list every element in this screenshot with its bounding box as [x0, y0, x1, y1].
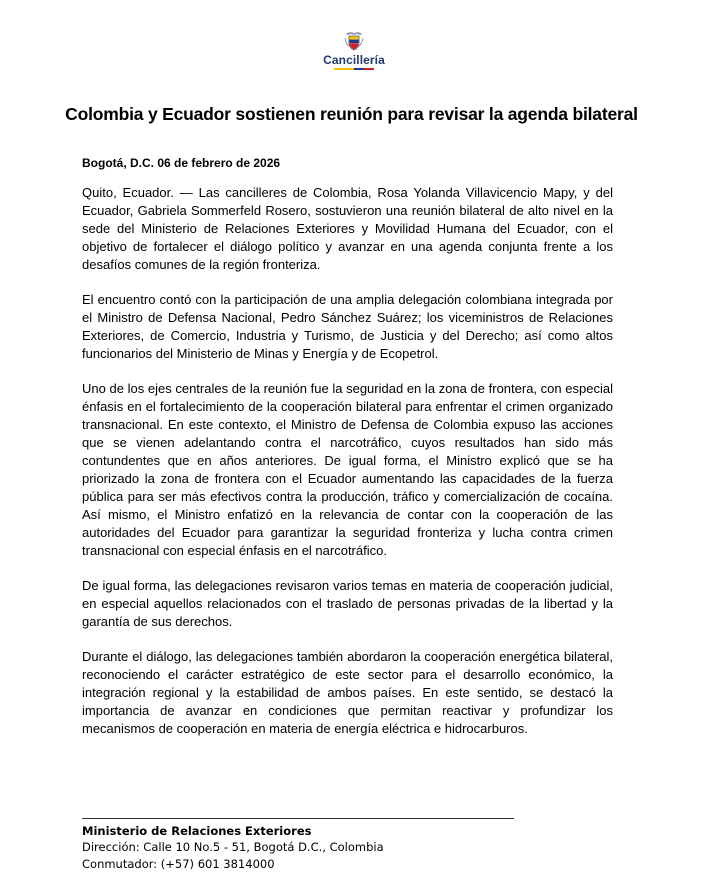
coat-of-arms-icon — [342, 30, 366, 52]
paragraph: El encuentro contó con la participación de una amplia delegación colombiana integrada por el Ministro de Defensa Nacional, Pedro Sánchez Suárez; los viceministros de Relaciones Exteriores, de Comercio, Industria y Turismo, de Justicia y del Derecho; así como altos funcionarios del Ministerio de Minas y Energía y de Ecopetrol. — [82, 292, 613, 361]
footer-divider — [82, 818, 514, 819]
page-title: Colombia y Ecuador sostienen reunión para revisar la agenda bilateral — [65, 104, 638, 124]
dateline: Bogotá, D.C. 06 de febrero de 2026 — [82, 156, 281, 170]
footer-address: Dirección: Calle 10 No.5 - 51, Bogotá D.C., Colombia — [82, 840, 384, 854]
footer-organization: Ministerio de Relaciones Exteriores — [82, 824, 312, 838]
footer — [82, 818, 522, 873]
paragraph: Quito, Ecuador. — Las cancilleres de Colombia, Rosa Yolanda Villavicencio Mapy, y del Ecuador, Gabriela Sommerfeld Rosero, sostuvieron una reunión bilateral de alto nivel en la sede del Ministerio de Relaciones Exteriores y Movilidad Humana del Ecuador, con el objetivo de fortalecer el diálogo político y avanzar en una agenda conjunta frente a los desafíos comunes de la región fronteriza. — [82, 185, 613, 272]
article-body — [82, 184, 613, 755]
flag-stripe — [334, 68, 374, 70]
footer-phone: Conmutador: (+57) 601 3814000 — [82, 857, 275, 871]
paragraph: Durante el diálogo, las delegaciones también abordaron la cooperación energética bilateral, reconociendo el carácter estratégico de este sector para el desarrollo económico, la integración regional y la estabilidad de ambos países. En este sentido, se destacó la importancia de avanzar en condiciones que permitan reactivar y profundizar los mecanismos de cooperación en materia de energía eléctrica e hidrocarburos. — [82, 649, 613, 736]
paragraph: Uno de los ejes centrales de la reunión fue la seguridad en la zona de frontera, con especial énfasis en el fortalecimiento de la cooperación bilateral para enfrentar el crimen organizado transnacional. En este contexto, el Ministro de Defensa de Colombia expuso las acciones que se vienen adelantando contra el narcotráfico, cuyos resultados han sido más contundentes que en años anteriores. De igual forma, el Ministro explicó que se ha priorizado la zona de frontera con el Ecuador aumentando las capacidades de la fuerza pública para ser más efectivos contra la producción, tráfico y comercialización de cocaína. Así mismo, el Ministro enfatizó en la relevancia de contar con la cooperación de las autoridades del Ecuador para garantizar la seguridad fronteriza y lucha contra crimen transnacional con especial énfasis en el narcotráfico. — [82, 381, 613, 558]
logo-text: Cancillería — [323, 53, 385, 67]
paragraph: De igual forma, las delegaciones revisaron varios temas en materia de cooperación judicial, en especial aquellos relacionados con el traslado de personas privadas de la libertad y la garantía de sus derechos. — [82, 578, 613, 629]
cancilleria-logo — [316, 30, 392, 80]
